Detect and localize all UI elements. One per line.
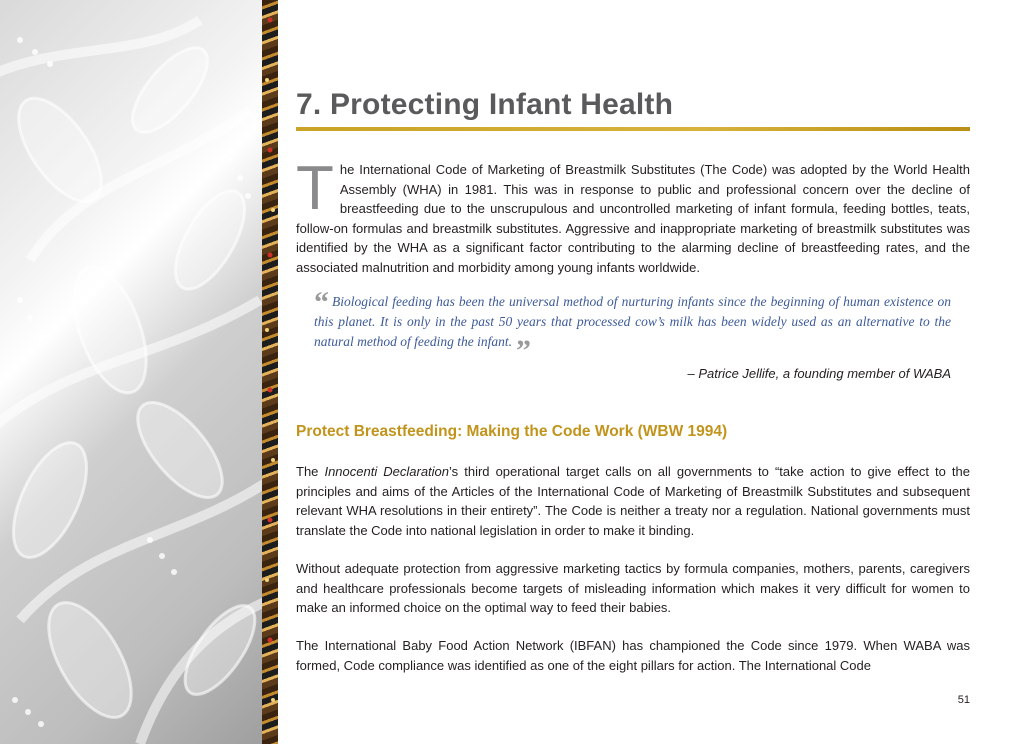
body-paragraph-3: The International Baby Food Action Network (IBFAN) has championed the Code since 1979. When WABA was formed, Code compliance was identified as one of the eight pillars for action. The International Code	[296, 638, 970, 673]
p1-rest: ’s third operational target calls on all governments to “take action to give effect to the principles and aims of the Articles of the International Code of Marketing of Breastmilk Substitutes and subsequent relevant WHA resolutions in their entirety”. The Code is neither a treaty nor a regulation. National governments must translate the Code into national legislation in order to make it binding.	[296, 464, 970, 538]
page-content	[296, 0, 970, 744]
chapter-title: 7. Protecting Infant Health	[296, 88, 674, 121]
innocenti-declaration-title: Innocenti Declaration	[324, 464, 450, 479]
body-paragraph-1	[296, 462, 970, 540]
p1-lead: The	[296, 464, 325, 479]
title-underline-rule	[296, 127, 970, 131]
pull-quote	[314, 286, 951, 367]
quote-attribution: – Patrice Jellife, a founding member of WABA	[687, 366, 951, 381]
intro-paragraph	[296, 154, 970, 277]
body-paragraph-2: Without adequate protection from aggressive marketing tactics by formula companies, mothers, parents, caregivers and healthcare professionals become targets of misleading information which makes it very difficult for women to make an informed choice on the optimal way to feed their babies.	[296, 561, 970, 615]
intro-text: he International Code of Marketing of Breastmilk Substitutes (The Code) was adopted by the World Health Assembly (WHA) in 1981. This was in response to public and professional concern over the decline of breastfeeding due to the unscrupulous and uncontrolled marketing of infant formula, feeding bottles, teats, follow-on formulas and breastmilk substitutes. Aggressive and inappropriate marketing of breastmilk substitutes was identified by the WHA as a significant factor contributing to the alarming decline of breastfeeding rates, and the associated malnutrition and morbidity among young infants worldwide.	[296, 162, 970, 275]
open-quote-icon: “	[314, 286, 329, 319]
quote-text: Biological feeding has been the universal method of nurturing infants since the beginning of human existence on this planet. It is only in the past 50 years that processed cow’s milk has been widely used as an alternative to the natural method of feeding the infant.	[314, 294, 951, 349]
close-quote-icon: ”	[515, 334, 531, 367]
section-heading: Protect Breastfeeding: Making the Code Work (WBW 1994)	[296, 423, 728, 440]
leaf-pattern-icon	[0, 0, 262, 744]
ornamental-border-strip	[262, 0, 278, 744]
ornament-dots-icon	[262, 0, 278, 744]
drop-cap: T	[296, 154, 334, 223]
decorative-leaf-panel	[0, 0, 262, 744]
page-number: 51	[957, 694, 970, 706]
